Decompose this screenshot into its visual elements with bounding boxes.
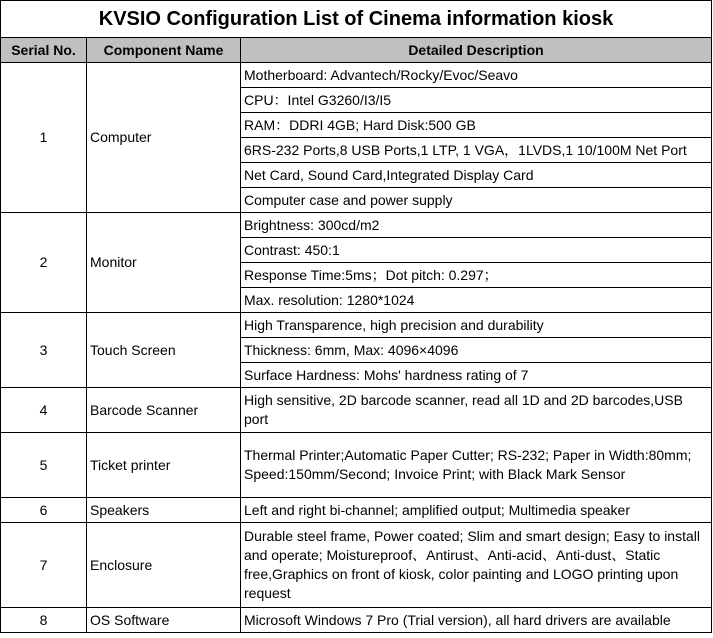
description-cell: High Transparence, high precision and durability xyxy=(241,313,712,338)
description-cell: Computer case and power supply xyxy=(241,188,712,213)
description-cell: Microsoft Windows 7 Pro (Trial version), all hard drivers are available xyxy=(241,608,712,633)
serial-cell: 2 xyxy=(1,213,87,313)
component-cell: OS Software xyxy=(87,608,241,633)
table-row xyxy=(1,213,712,238)
table-body xyxy=(1,1,712,633)
title-row xyxy=(1,1,712,38)
serial-cell: 5 xyxy=(1,433,87,498)
table-row xyxy=(1,433,712,498)
serial-cell: 7 xyxy=(1,523,87,608)
table-row xyxy=(1,63,712,88)
header-component: Component Name xyxy=(87,38,241,63)
description-cell: CPU：Intel G3260/I3/I5 xyxy=(241,88,712,113)
table-title: KVSIO Configuration List of Cinema information kiosk xyxy=(1,1,712,38)
description-cell: Brightness: 300cd/m2 xyxy=(241,213,712,238)
component-cell: Monitor xyxy=(87,213,241,313)
serial-cell: 6 xyxy=(1,498,87,523)
description-cell: High sensitive, 2D barcode scanner, read all 1D and 2D barcodes,USB port xyxy=(241,388,712,433)
description-cell: Thermal Printer;Automatic Paper Cutter; RS-232; Paper in Width:80mm; Speed:150mm/Second; Invoice Print; with Black Mark Sensor xyxy=(241,433,712,498)
component-cell: Computer xyxy=(87,63,241,213)
component-cell: Ticket printer xyxy=(87,433,241,498)
header-description: Detailed Description xyxy=(241,38,712,63)
header-serial: Serial No. xyxy=(1,38,87,63)
description-cell: Thickness: 6mm, Max: 4096×4096 xyxy=(241,338,712,363)
description-cell: Response Time:5ms；Dot pitch: 0.297； xyxy=(241,263,712,288)
header-row xyxy=(1,38,712,63)
component-cell: Speakers xyxy=(87,498,241,523)
description-cell: Max. resolution: 1280*1024 xyxy=(241,288,712,313)
table-row xyxy=(1,608,712,633)
table-row xyxy=(1,313,712,338)
description-cell: Durable steel frame, Power coated; Slim and smart design; Easy to install and operate; Moistureproof、Antirust、Anti-acid、Anti-dust、Static free,Graphics on front of kiosk, color painting and LOGO printing upon request xyxy=(241,523,712,608)
table-row xyxy=(1,523,712,608)
component-cell: Barcode Scanner xyxy=(87,388,241,433)
serial-cell: 4 xyxy=(1,388,87,433)
description-cell: Left and right bi-channel; amplified output; Multimedia speaker xyxy=(241,498,712,523)
serial-cell: 8 xyxy=(1,608,87,633)
description-cell: RAM：DDRI 4GB; Hard Disk:500 GB xyxy=(241,113,712,138)
table-row xyxy=(1,498,712,523)
component-cell: Enclosure xyxy=(87,523,241,608)
description-cell: Surface Hardness: Mohs' hardness rating of 7 xyxy=(241,363,712,388)
description-cell: Motherboard: Advantech/Rocky/Evoc/Seavo xyxy=(241,63,712,88)
component-cell: Touch Screen xyxy=(87,313,241,388)
description-cell: 6RS-232 Ports,8 USB Ports,1 LTP, 1 VGA，1LVDS,1 10/100M Net Port xyxy=(241,138,712,163)
description-cell: Net Card, Sound Card,Integrated Display Card xyxy=(241,163,712,188)
serial-cell: 1 xyxy=(1,63,87,213)
table-row xyxy=(1,388,712,433)
serial-cell: 3 xyxy=(1,313,87,388)
description-cell: Contrast: 450:1 xyxy=(241,238,712,263)
